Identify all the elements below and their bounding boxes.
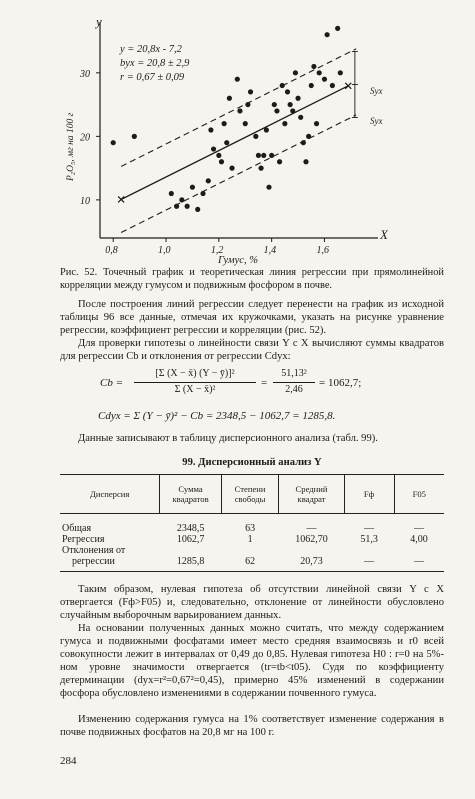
data-point	[295, 96, 300, 101]
data-point	[245, 102, 250, 107]
table-row	[60, 534, 444, 545]
data-point	[169, 191, 174, 196]
y-tick-label: 10	[80, 195, 90, 207]
data-point	[306, 134, 311, 139]
table-cell: 4,00	[410, 534, 428, 545]
data-point	[256, 153, 261, 158]
band-label-upper: Syx	[370, 86, 383, 96]
formula-cb-numerator: [Σ (X − x̄) (Y − ȳ)]²	[155, 368, 235, 379]
chart-labels	[66, 14, 389, 266]
table-row	[60, 514, 444, 535]
table-cell: 1	[247, 534, 253, 545]
data-point	[227, 96, 232, 101]
data-point	[222, 121, 227, 126]
header-sum-squares: Сумма квадратов	[160, 475, 221, 514]
data-point	[261, 153, 266, 158]
table-row	[60, 556, 444, 572]
data-point	[195, 207, 200, 212]
table-cell: —	[344, 556, 394, 572]
data-point	[298, 115, 303, 120]
data-point	[200, 191, 205, 196]
y-tick-label: 20	[80, 132, 90, 144]
data-point	[248, 89, 253, 94]
data-point	[274, 108, 279, 113]
table-cell: Регрессия	[62, 534, 105, 545]
table-cell	[279, 545, 344, 556]
paragraph-linearity-check: Для проверки гипотезы о линейности связи Y с X вычисляют суммы квадратов для регрессии Cb и отклонения от регрессии Cdyx:	[60, 338, 444, 362]
x-tick-label: 1,4	[263, 245, 277, 256]
regression-line	[118, 83, 351, 203]
formula-cb-denominator: Σ (X − x̄)²	[174, 384, 216, 395]
table-title: 99. Дисперсионный анализ Y	[182, 457, 322, 468]
paragraph-humus-effect: Изменению содержания гумуса на 1% соответствует изменение содержания в почве подвижных фосфатов на 20,8 мг на 100 г.	[60, 714, 444, 738]
data-point	[208, 127, 213, 132]
x-axis-letter: X	[380, 227, 388, 242]
data-point	[303, 159, 308, 164]
data-point	[224, 140, 229, 145]
formula-cb-result: = 1062,7;	[319, 377, 362, 389]
table-cell: 62	[221, 556, 279, 572]
data-point	[322, 77, 327, 82]
data-point	[111, 140, 116, 145]
data-point	[311, 64, 316, 69]
formula-cb-numerator-value: 51,13²	[281, 368, 307, 379]
table-cell	[394, 545, 444, 556]
data-point	[253, 134, 258, 139]
table-cell: 63	[245, 523, 256, 534]
data-point	[269, 153, 274, 158]
header-dispersion: Дисперсия	[60, 475, 160, 514]
data-point	[219, 159, 224, 164]
table-header-row	[60, 475, 444, 514]
data-point	[272, 102, 277, 107]
data-point	[174, 204, 179, 209]
data-point	[264, 127, 269, 132]
paragraph-table-ref: Данные записывают в таблицу дисперсионного анализа (табл. 99).	[78, 433, 378, 444]
regression-line-segment	[121, 86, 348, 200]
scatter-regression-figure	[60, 6, 390, 268]
y-axis-label: P₂O₅, мг на 100 г	[66, 112, 76, 181]
band-label-lower: Syx	[370, 116, 383, 126]
data-point	[258, 166, 263, 171]
table-cell: 51,3	[360, 534, 378, 545]
formula-cb-denominator-value: 2,46	[285, 384, 303, 395]
paragraph-plot-instructions: После построения линий регрессии следует перенести на график из исходной таблицы 96 все данные, отмечая их кружочками, указать на рисунке уравнение регрессии, коэффициент регрессии и корреляции (рис. 52).	[60, 299, 444, 336]
x-tick-label: 1,2	[210, 245, 224, 256]
table-cell: 20,73	[279, 556, 344, 572]
table-row	[60, 545, 444, 556]
header-degrees-freedom: Степени свободы	[221, 475, 279, 514]
data-point	[301, 140, 306, 145]
regression-coefficient: byx = 20,8 ± 2,9	[120, 58, 190, 69]
table-cell: —	[306, 523, 317, 534]
axis-ticks	[79, 69, 329, 256]
table-cell: —	[394, 556, 444, 572]
figure-caption: Рис. 52. Точечный график и теоретическая линия регрессии при прямолинейной корреляции между гумусом и подвижным фосфором в почве.	[60, 267, 444, 291]
table-cell: Отклонения от	[62, 545, 126, 556]
formula-cb-lhs: Cb =	[100, 377, 124, 389]
data-point	[206, 178, 211, 183]
data-point	[290, 108, 295, 113]
data-point	[317, 70, 322, 75]
x-axis-label: Гумус, %	[218, 255, 258, 266]
paragraph-interpretation: На основании полученных данных можно считать, что между содержанием гумуса и подвижными фосфатами имеет место средняя взаимосвязь и r0 всей совокупности лежит в интервалах от 0,49 до 0,85. Нулевая гипотеза H0 : r=0 на 5%-ном уровне значимости отвергается (tr=tb<t05). Судя по коэффициенту детерминации (dyx=r²=0,67²=0,45), примерно 45% изменений в содержании фосфора обусловлено изменениями в содержании почвенного гумуса.	[60, 623, 444, 699]
data-point	[277, 159, 282, 164]
formula-cb-value-bar	[273, 382, 315, 383]
data-point	[179, 197, 184, 202]
table-cell: 1062,7	[176, 534, 205, 545]
y-axis-letter: y	[96, 14, 102, 29]
table-cell	[60, 556, 160, 572]
table-cell: —	[364, 523, 375, 534]
table-cell: 2348,5	[176, 523, 205, 534]
header-mean-square: Средний квадрат	[279, 475, 344, 514]
y-tick-label: 30	[80, 68, 90, 80]
table-cell	[160, 545, 221, 556]
data-point	[309, 83, 314, 88]
data-point	[266, 185, 271, 190]
data-point	[229, 166, 234, 171]
data-point	[211, 146, 216, 151]
equation-line: y = 20,8x - 7,2	[120, 44, 182, 55]
table-cell: 1285,8	[160, 556, 221, 572]
data-point	[216, 153, 221, 158]
regression-cross-left	[118, 196, 124, 202]
table-cell	[221, 545, 279, 556]
data-point	[338, 70, 343, 75]
formula-cb-equals: =	[261, 377, 268, 389]
data-point	[335, 26, 340, 31]
data-point	[282, 121, 287, 126]
lower-confidence-band	[121, 115, 356, 233]
row-label-continued: регрессии	[72, 556, 115, 567]
header-f05: F05	[394, 475, 444, 514]
data-point	[330, 83, 335, 88]
data-point	[293, 70, 298, 75]
regression-cross-right	[345, 83, 351, 89]
data-point	[132, 134, 137, 139]
x-tick-label: 0,8	[105, 245, 118, 256]
data-point	[235, 77, 240, 82]
data-point	[243, 121, 248, 126]
data-point	[325, 32, 330, 37]
table-cell: —	[414, 523, 425, 534]
table-cell: Общая	[62, 523, 92, 534]
data-point	[185, 204, 190, 209]
paragraph-conclusion: Таким образом, нулевая гипотеза об отсутствии линейной связи Y с X отвергается (Fф>F05) и, следовательно, отклонение от линейности обусловлено случайным выборочным варьированием данных.	[60, 584, 444, 621]
formula-cb-fraction-bar	[134, 382, 256, 383]
data-point	[190, 185, 195, 190]
anova-table	[60, 474, 444, 572]
formula-cdyx: Cdyx = Σ (Y − ȳ)² − Cb = 2348,5 − 1062,7 = 1285,8.	[98, 410, 336, 422]
data-point	[237, 108, 242, 113]
page-number: 284	[60, 755, 77, 767]
data-point	[280, 83, 285, 88]
table-cell: 1062,70	[295, 534, 328, 545]
x-tick-label: 1,0	[158, 245, 171, 256]
x-tick-label: 1,6	[316, 245, 329, 256]
data-point	[285, 89, 290, 94]
table-cell	[344, 545, 394, 556]
correlation-coefficient: r = 0,67 ± 0,09	[120, 72, 185, 83]
data-point	[288, 102, 293, 107]
data-point	[314, 121, 319, 126]
header-f-actual: Fф	[344, 475, 394, 514]
